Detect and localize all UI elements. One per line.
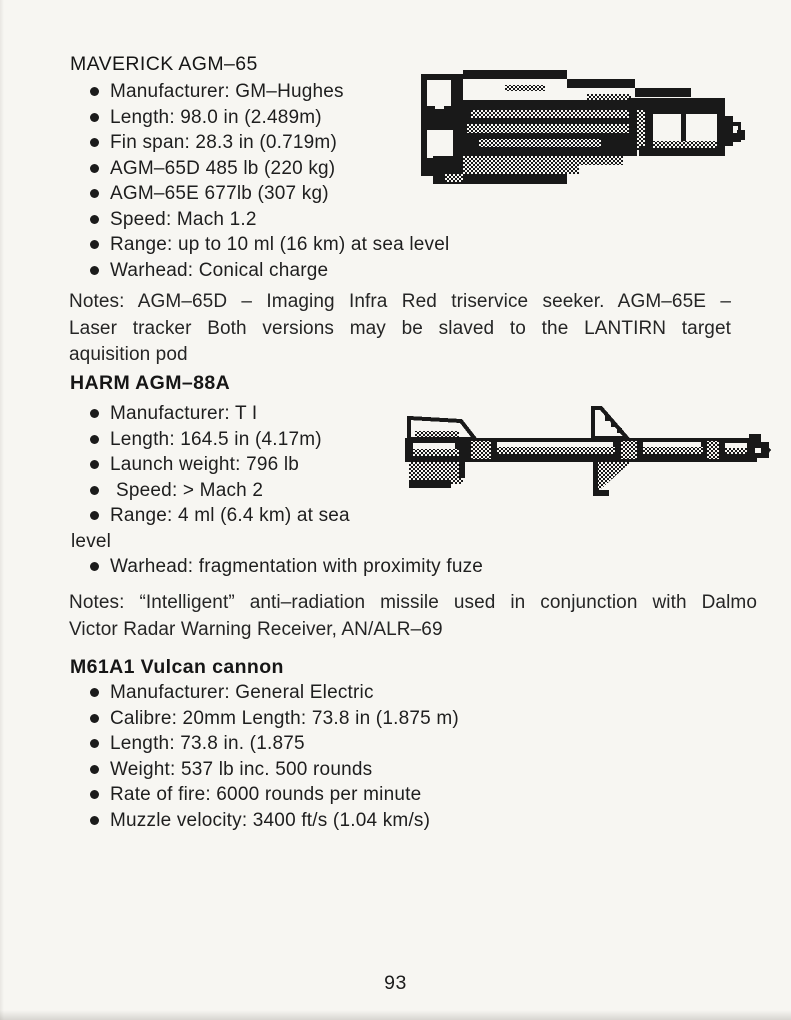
bullet-icon [90, 435, 99, 444]
bullet-icon [90, 138, 99, 147]
spec-item: Manufacturer: T I [90, 401, 483, 427]
spec-item: AGM–65E 677lb (307 kg) [90, 181, 449, 207]
spec-item: Manufacturer: GM–Hughes [90, 79, 449, 105]
vulcan-spec-list [90, 680, 459, 833]
bullet-icon [90, 688, 99, 697]
scan-edge-shadow-bottom [0, 1010, 791, 1020]
bullet-icon [90, 511, 99, 520]
spec-item: Warhead: Conical charge [90, 258, 449, 284]
bullet-icon [90, 240, 99, 249]
page-number: 93 [384, 972, 407, 994]
bullet-icon [90, 113, 99, 122]
bullet-icon [90, 189, 99, 198]
spec-item: Rate of fire: 6000 rounds per minute [90, 782, 459, 808]
bullet-icon [90, 164, 99, 173]
notes-line: Victor Radar Warning Receiver, AN/ALR–69 [69, 618, 443, 640]
section-heading-vulcan: M61A1 Vulcan cannon [70, 656, 284, 678]
spec-item: AGM–65D 485 lb (220 kg) [90, 156, 449, 182]
maverick-spec-list [90, 79, 449, 283]
maverick-missile-pixel-art [417, 64, 749, 190]
spec-item: Warhead: fragmentation with proximity fuze [90, 554, 483, 580]
bullet-icon [90, 714, 99, 723]
scan-edge-shadow-left [0, 0, 4, 1020]
notes-line: Notes: AGM–65D – Imaging Infra Red triservice seeker. AGM–65E – [69, 291, 731, 312]
notes-line: aquisition pod [69, 344, 188, 365]
bullet-icon [90, 486, 99, 495]
spec-item: Muzzle velocity: 3400 ft/s (1.04 km/s) [90, 808, 459, 834]
bullet-icon [90, 816, 99, 825]
spec-item: Length: 98.0 in (2.489m) [90, 105, 449, 131]
harm-missile-illustration [397, 396, 771, 502]
maverick-notes [69, 289, 731, 369]
section-heading-maverick: MAVERICK AGM–65 [70, 53, 258, 75]
notes-line: Notes: “Intelligent” anti–radiation missile used in conjunction with Dalmo [69, 592, 757, 613]
spec-item: Range: up to 10 ml (16 km) at sea level [90, 232, 449, 258]
bullet-icon [90, 460, 99, 469]
bullet-icon [90, 87, 99, 96]
bullet-icon [90, 266, 99, 275]
bullet-icon [90, 215, 99, 224]
bullet-icon [90, 790, 99, 799]
spec-item: Range: 4 ml (6.4 km) at sea [90, 503, 483, 529]
spec-item: Speed: > Mach 2 [90, 478, 483, 504]
notes-line: Laser tracker Both versions may be slaved to the LANTIRN target [69, 317, 731, 339]
spec-item: Length: 164.5 in (4.17m) [90, 427, 483, 453]
spec-item: Speed: Mach 1.2 [90, 207, 449, 233]
bullet-icon [90, 739, 99, 748]
spec-item-continuation: level [71, 530, 112, 552]
spec-item: Fin span: 28.3 in (0.719m) [90, 130, 449, 156]
spec-item: Launch weight: 796 lb [90, 452, 483, 478]
harm-missile-pixel-art [397, 396, 771, 502]
spec-item: Weight: 537 lb inc. 500 rounds [90, 757, 459, 783]
bullet-icon [90, 409, 99, 418]
bullet-icon [90, 765, 99, 774]
spec-item: Length: 73.8 in. (1.875 [90, 731, 459, 757]
maverick-missile-illustration [417, 64, 749, 190]
harm-notes [69, 590, 757, 643]
spec-item: Manufacturer: General Electric [90, 680, 459, 706]
spec-item: Calibre: 20mm Length: 73.8 in (1.875 m) [90, 706, 459, 732]
bullet-icon [90, 562, 99, 571]
section-heading-harm: HARM AGM–88A [70, 372, 231, 394]
